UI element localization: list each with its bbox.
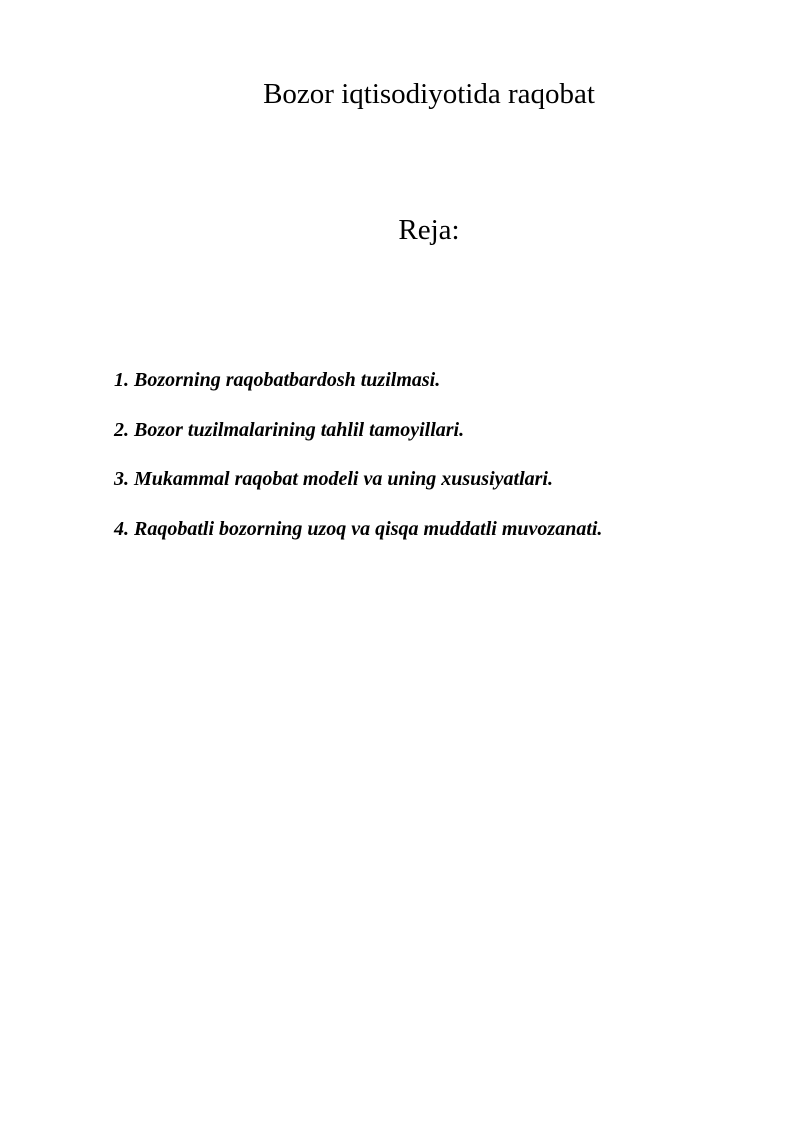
plan-item-text: Bozorning raqobatbardosh tuzilmasi. (134, 369, 441, 391)
plan-item-1 (114, 366, 602, 394)
plan-item-text: Bozor tuzilmalarining tahlil tamoyillari. (134, 418, 465, 441)
plan-item-3 (114, 465, 602, 493)
plan-item-number: 1. (114, 369, 129, 391)
plan-item-4 (114, 515, 602, 543)
plan-item-2 (114, 416, 602, 444)
plan-heading: Reja: (398, 214, 460, 246)
plan-list (114, 366, 602, 564)
plan-item-number: 3. (114, 468, 129, 490)
document-title: Bozor iqtisodiyotida raqobat (263, 78, 595, 110)
plan-item-text: Mukammal raqobat modeli va uning xususiyatlari. (134, 468, 553, 490)
plan-item-text: Raqobatli bozorning uzoq va qisqa muddatli muvozanati. (134, 517, 603, 540)
plan-item-number: 4. (114, 517, 129, 540)
plan-item-number: 2. (114, 418, 129, 441)
